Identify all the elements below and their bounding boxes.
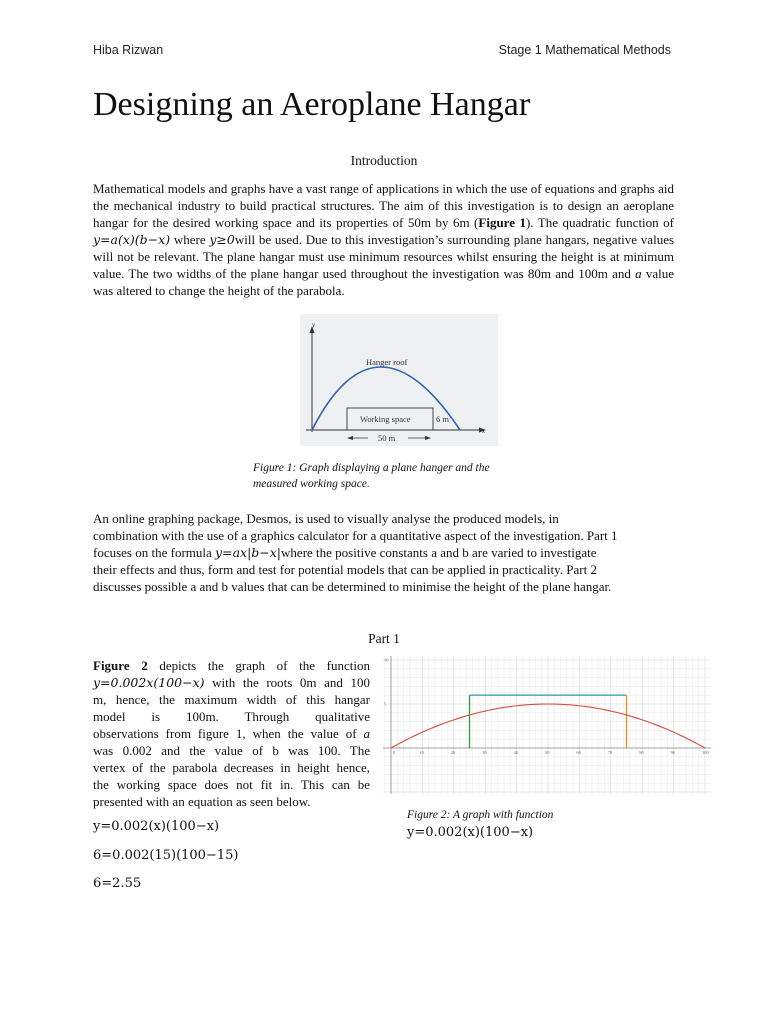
fig1-x-label: x: [482, 427, 486, 435]
part1-line-4: model is 100m. Through qualitative: [93, 709, 370, 724]
part1-a-variable: a: [363, 726, 371, 741]
intro-formula: y=a(x)(b−x): [93, 232, 171, 247]
part1-paragraph: [93, 657, 370, 810]
part1-line-7: vertex of the parabola decreases in height hence,: [93, 760, 370, 775]
fig1-y-label: y: [312, 321, 316, 329]
desmos-line-1: An online graphing package, Desmos, is used to visually analyse the produced models, in: [93, 511, 559, 526]
x-tick-label: 90: [670, 750, 676, 755]
x-tick-label: 60: [576, 750, 581, 755]
part1-line-1: depicts the graph of the function: [159, 658, 371, 673]
figure1-ref: Figure 1: [478, 215, 526, 230]
desmos-line-5: discusses possible a and b values that can be determined to minimise the height of the plane hangar.: [93, 579, 612, 594]
intro-text-1: Mathematical models and graphs have a vast range of applications in which the use of equations and graphs aid the mechanical industry to build practical structures. The aim of this investigation is to design an aeroplane hangar for the desired working space and its properties of 50m by 6m (: [93, 181, 674, 230]
intro-text-4: will be used. Due to this investigation’s surrounding plane hangars, negative values will not be relevant. The plane hangar must use minimum resources whilst ensuring the height is at minimum value. The two widths of the plane hangar used throughout the investigation was 80m and 100m and: [93, 232, 675, 281]
intro-text-5: value was altered to change the height of the parabola.: [93, 266, 675, 298]
figure2-caption: Figure 2: A graph with function: [407, 809, 554, 821]
part1-formula: y=0.002x(100−x): [93, 675, 205, 690]
part1-line-2: with the roots 0m and 100: [212, 675, 370, 690]
x-tick-label: 10: [419, 750, 424, 755]
figure1-caption-line2: measured working space.: [253, 478, 370, 490]
author-name: Hiba Rizwan: [93, 43, 164, 57]
figure1-caption: [253, 460, 553, 492]
y-tick-label: 5: [384, 701, 387, 707]
figure2-svg: [383, 656, 711, 794]
part1-line-8: the working space does not fit in. This can be: [93, 777, 370, 792]
figure2-caption-formula: y=0.002(x)(100−x): [407, 825, 534, 840]
course-name: Stage 1 Mathematical Methods: [498, 43, 671, 57]
x-tick-label: 70: [607, 750, 613, 755]
intro-paragraph: [93, 180, 674, 299]
desmos-line-3: [93, 544, 693, 561]
desmos-line-4: their effects and thus, form and test for potential models that can be applied in practicality. Part 2: [93, 562, 597, 577]
desmos-line-3a: focuses on the formula: [93, 545, 212, 560]
intro-heading: Introduction: [350, 153, 418, 168]
part1-heading: Part 1: [368, 631, 400, 646]
y-tick-label: 10: [384, 657, 389, 663]
part1-line-5: observations from figure 1, when the value of: [93, 726, 357, 741]
desmos-paragraph: [93, 510, 693, 595]
figure1-graph: [300, 314, 498, 446]
figure1-caption-line1: Figure 1: Graph displaying a plane hanger and the: [253, 462, 490, 474]
x-tick-label: 80: [639, 750, 644, 755]
figure2-chart: [383, 656, 711, 794]
desmos-formula: y=ax|b−x|: [215, 545, 282, 560]
fig1-roof-label: Hanger roof: [366, 357, 408, 367]
x-tick-label: 40: [513, 750, 519, 755]
figure1-image: [300, 314, 498, 446]
intro-text-3: where: [173, 232, 206, 247]
equation-3: 6=2.55: [93, 876, 142, 891]
page-title: Designing an Aeroplane Hangar: [93, 86, 531, 123]
fig1-width-label: 50 m: [378, 433, 396, 443]
intro-text-2: ). The quadratic function of: [525, 215, 674, 230]
fig1-height-label: 6 m: [436, 414, 449, 424]
fig1-space-label: Working space: [360, 414, 411, 424]
intro-condition: y≥0: [209, 232, 235, 247]
part1-line-9: presented with an equation as seen below.: [93, 794, 311, 809]
equation-1: y=0.002(x)(100−x): [93, 819, 220, 834]
x-tick-label: 100: [702, 750, 709, 755]
x-tick-label: 20: [450, 750, 456, 755]
x-tick-label: 30: [482, 750, 487, 755]
part1-line-3: m, hence, the maximum width of this hangar: [93, 692, 370, 707]
equation-2: 6=0.002(15)(100−15): [93, 848, 239, 863]
desmos-line-3b: where the positive constants a and b are varied to investigate: [281, 545, 597, 560]
desmos-line-2: combination with the use of a graphics calculator for a quantitative aspect of the investigation. Part 1: [93, 528, 618, 543]
figure2-ref: Figure 2: [93, 658, 148, 673]
part1-line-6: was 0.002 and the value of b was 100. The: [93, 743, 370, 758]
x-tick-label: 50: [545, 750, 550, 755]
x-tick-label: 0: [393, 750, 396, 755]
intro-a-variable: a: [635, 266, 642, 281]
